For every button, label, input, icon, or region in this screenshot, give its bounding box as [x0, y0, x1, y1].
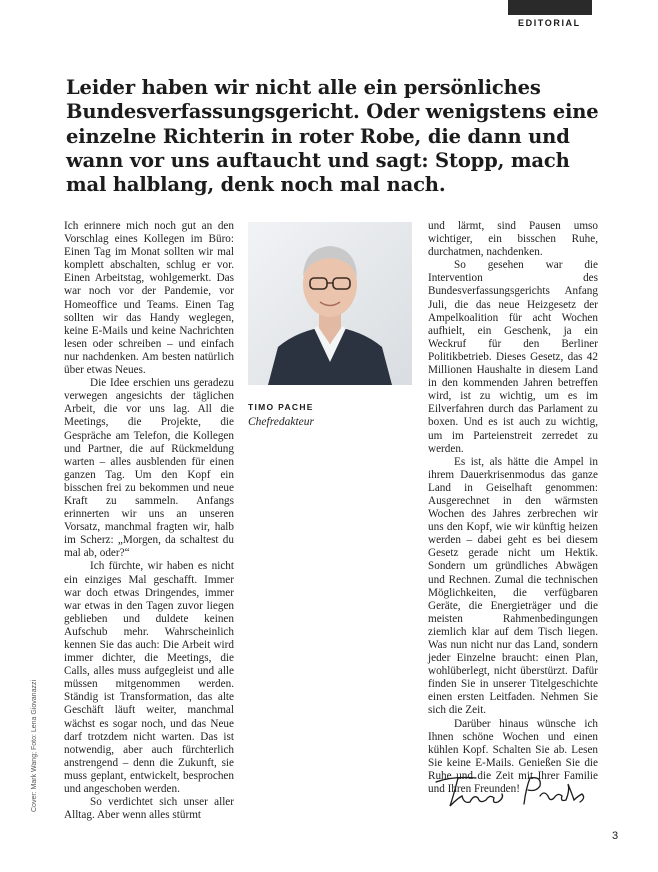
- column-right: [428, 220, 598, 796]
- paragraph: Es ist, als hätte die Ampel in ihrem Dauerkrisenmodus das ganze Land in Geiselhaft genommen: Ausgerechnet in den wärmsten Wochen des Jahres zerbrechen wir uns den Kopf, wie wir künftig heizen werden – dabei geht es bei diesem Gesetz gerade nicht um Hektik. Sondern um gründliches Abwägen und Rechnen. Zumal die technischen Möglichkeiten, die verfügbaren Geräte, die Energieträger und die meisten Rahmenbedingungen ziemlich klar auf dem Tisch liegen. Was nun nicht nur das Land, sondern jeder Einzelne braucht: einen Plan, wohlüberlegt, nicht überstürzt. Dafür finden Sie in unserer Titelgeschichte einen ersten Leitfaden. Nehmen Sie sich die Zeit.: [428, 455, 598, 717]
- headline: Leider haben wir nicht alle ein persönliches Bundesverfassungsgericht. Oder wenigstens eine einzelne Richterin in roter Robe, die dann und wann vor uns auftaucht und sagt: Stopp, mach mal halblang, denk noch mal nach.: [66, 76, 599, 197]
- author-role: Chefredakteur: [248, 416, 315, 428]
- section-tab-bar: [508, 0, 592, 15]
- signature: [432, 768, 592, 814]
- section-label: EDITORIAL: [518, 18, 581, 28]
- paragraph: Darüber hinaus wünsche ich Ihnen schöne Wochen und einen kühlen Kopf. Schalten Sie ab. Lesen Sie keine E-Mails. Genießen Sie die Ruhe und die Zeit mit Ihrer Familie und Ihren Freunden!: [428, 717, 598, 796]
- page-number: 3: [612, 830, 619, 842]
- paragraph: Ich erinnere mich noch gut an den Vorschlag eines Kollegen im Büro: Einen Tag im Monat sollten wir mal komplett abschalten, schlug er vor. Einen Arbeitstag, wohlgemerkt. Das war noch vor der Pandemie, vor Homeoffice und Teams. Einen Tag sollten wir das Handy weglegen, keine E-Mails und keine Nachrichten lesen oder schreiben – und einfach nur nachdenken. Am besten natürlich über etwas Neues.: [64, 220, 234, 377]
- photo-credit: Cover: Mark Wang; Foto: Lena Giovanazzi: [31, 679, 38, 812]
- paragraph: So gesehen war die Intervention des Bundesverfassungsgerichts Anfang Juli, die das neue Heizgesetz der Ampelkoalition für acht Wochen aufhielt, ein Geschenk, ja ein Weckruf für den Berliner Politikbetrieb. Dieses Gesetz, das 42 Millionen Haushalte in diesem Land in den kommenden Jahren betreffen wird, ist zu wichtig, um es im Eilverfahren durch das Parlament zu boxen. Und es ist auch zu wichtig, um im Parteienstreit zerredet zu werden.: [428, 259, 598, 455]
- paragraph: Die Idee erschien uns geradezu verwegen angesichts der täglichen Arbeit, die vor uns lag. All die Meetings, die Projekte, die Gespräche am Telefon, die Kollegen und Partner, die auf Rückmeldung warten – alles ausblenden für einen ganzen Tag. Um den Kopf ein bisschen frei zu bekommen und neue Kraft zu sammeln. Anfangs erinnerten wir uns an unseren Vorsatz, manchmal fragten wir, halb im Scherz: „Morgen, da schaltest du mal ab, oder?“: [64, 377, 234, 560]
- author-name: TIMO PACHE: [248, 402, 314, 412]
- paragraph: und lärmt, sind Pausen umso wichtiger, ein bisschen Ruhe, durchatmen, nachdenken.: [428, 220, 598, 259]
- column-left: [64, 220, 234, 822]
- author-portrait: [248, 222, 412, 385]
- paragraph: Ich fürchte, wir haben es nicht ein einziges Mal geschafft. Immer war doch etwas Dringendes, immer war etwas in den Tagen zuvor liegen geblieben und duldete keinen Aufschub mehr. Wahrscheinlich kennen Sie das auch: Die Arbeit wird immer dichter, die Meetings, die Calls, alles muss aufgegleist und alle müssen mitgenommen werden. Ständig ist Transformation, das alte Geschäft läuft weiter, manchmal wächst es sogar noch, und das Neue darf trotzdem nicht warten. Das ist notwendig, aber auch fürchterlich anstrengend – denn die Zukunft, sie muss geplant, entwickelt, besprochen und angeschoben werden.: [64, 560, 234, 796]
- paragraph: So verdichtet sich unser aller Alltag. Aber wenn alles stürmt: [64, 796, 234, 822]
